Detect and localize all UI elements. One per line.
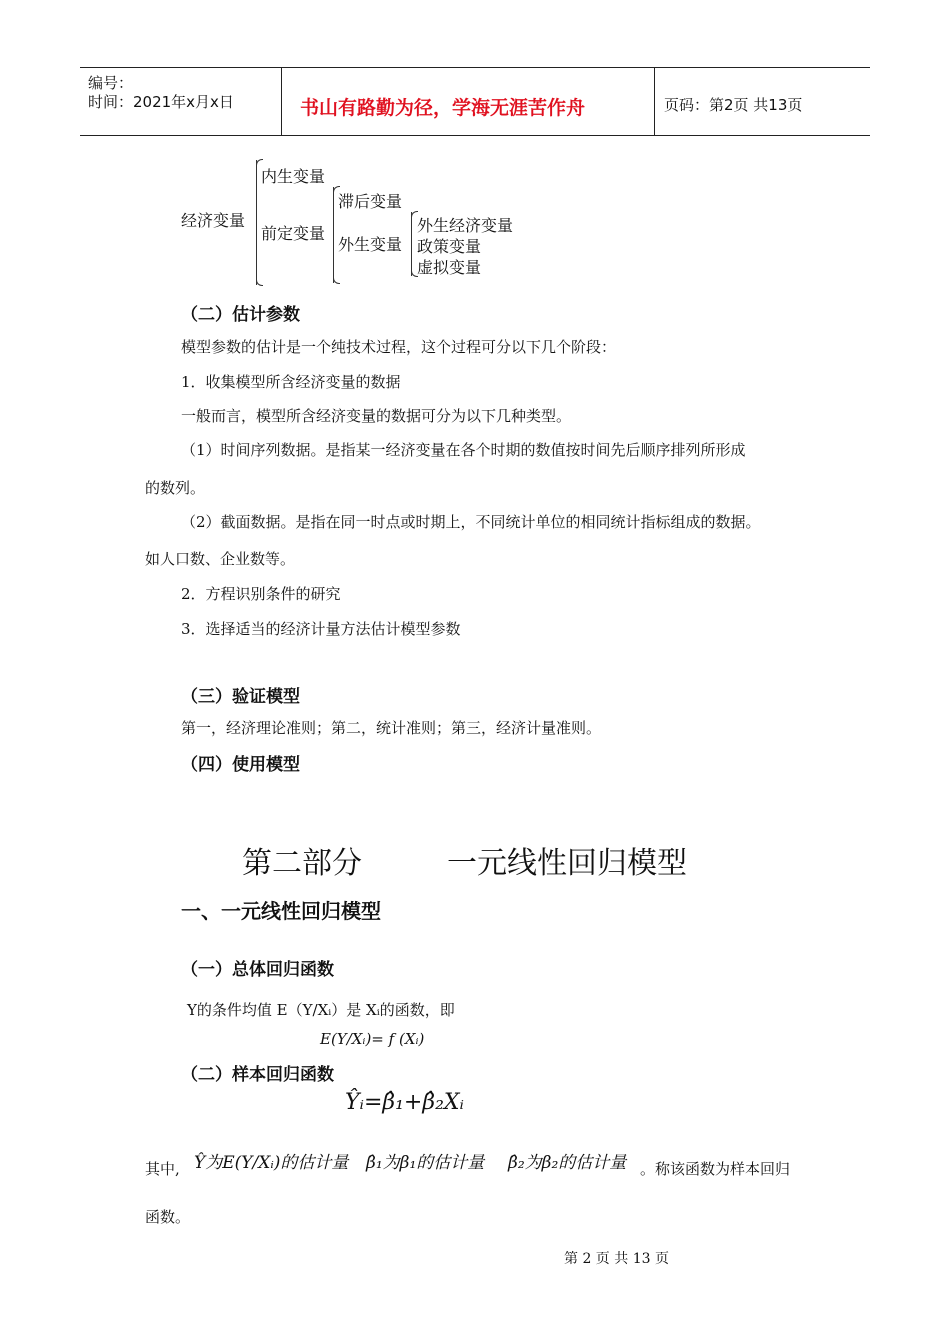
tree-endogenous: 内生变量 <box>261 167 326 186</box>
tree-brace-2 <box>333 187 334 283</box>
page-footer: 第 2 页 共 13 页 <box>564 1251 669 1267</box>
tree-predetermined: 前定变量 <box>261 224 326 243</box>
time-series-line-1: （1）时间序列数据。是指某一经济变量在各个时期的数值按时间先后顺序排列所形成 <box>181 441 746 459</box>
tree-policy: 政策变量 <box>417 237 482 256</box>
population-regression-text: Y的条件均值 E（Y/Xᵢ）是 Xᵢ的函数，即 <box>187 1001 455 1019</box>
where-line-2: 函数。 <box>145 1208 191 1226</box>
regression-model-heading: 一、一元线性回归模型 <box>181 899 381 923</box>
validate-text: 第一，经济理论准则；第二，统计准则；第三，经济计量准则。 <box>181 719 602 737</box>
section-validate-title: （三）验证模型 <box>181 687 300 707</box>
tree-dummy: 虚拟变量 <box>417 258 482 277</box>
part2-title-right: 一元线性回归模型 <box>447 846 687 881</box>
section-use-title: （四）使用模型 <box>181 755 300 775</box>
tree-exogenous: 外生变量 <box>338 235 403 254</box>
tree-brace-1 <box>256 160 257 285</box>
where-tail: 。称该函数为样本回归 <box>640 1160 791 1178</box>
header-divider-2 <box>654 67 655 136</box>
header-divider-1 <box>281 67 282 136</box>
tree-brace-3 <box>411 212 412 276</box>
estimate-item-2: 2．方程识别条件的研究 <box>181 585 341 603</box>
header-top-border <box>80 67 870 68</box>
time-series-line-2: 的数列。 <box>145 479 206 497</box>
tree-root: 经济变量 <box>181 211 246 230</box>
header-number-label: 编号： <box>88 74 134 92</box>
sample-regression-equation: Ŷᵢ=β̂₁+β̂₂Xᵢ <box>345 1090 464 1115</box>
part2-title-left: 第二部分 <box>242 846 362 881</box>
header-time-label: 时间：2021年x月x日 <box>88 93 234 111</box>
header-bottom-border <box>80 135 870 136</box>
sample-regression-title: （二）样本回归函数 <box>181 1065 334 1085</box>
population-regression-equation: E(Y/Xᵢ)= f (Xᵢ) <box>320 1030 425 1048</box>
estimate-intro: 模型参数的估计是一个纯技术过程，这个过程可分以下几个阶段： <box>181 338 617 356</box>
estimate-item-3: 3．选择适当的经济计量方法估计模型参数 <box>181 620 461 638</box>
tree-lagged: 滞后变量 <box>338 192 403 211</box>
where-beta2-estimate: β̂₂为β₂的估计量 <box>508 1153 627 1173</box>
header-page-info: 页码：第2页 共13页 <box>664 96 803 114</box>
where-beta1-estimate: β̂₁为β₁的估计量 <box>366 1153 485 1173</box>
header-motto: 书山有路勤为径，学海无涯苦作舟 <box>300 97 586 119</box>
estimate-item-1: 1．收集模型所含经济变量的数据 <box>181 373 401 391</box>
tree-exo-econ: 外生经济变量 <box>417 216 514 235</box>
where-y-estimate: Ŷ为E(Y/Xᵢ)的估计量 <box>194 1153 349 1173</box>
cross-section-line-2: 如人口数、企业数等。 <box>145 550 296 568</box>
section-estimate-title: （二）估计参数 <box>181 305 300 325</box>
where-prefix: 其中, <box>145 1160 180 1178</box>
population-regression-title: （一）总体回归函数 <box>181 960 334 980</box>
data-types-intro: 一般而言，模型所含经济变量的数据可分为以下几种类型。 <box>181 407 572 425</box>
cross-section-line-1: （2）截面数据。是指在同一时点或时期上，不同统计单位的相同统计指标组成的数据。 <box>181 513 761 531</box>
